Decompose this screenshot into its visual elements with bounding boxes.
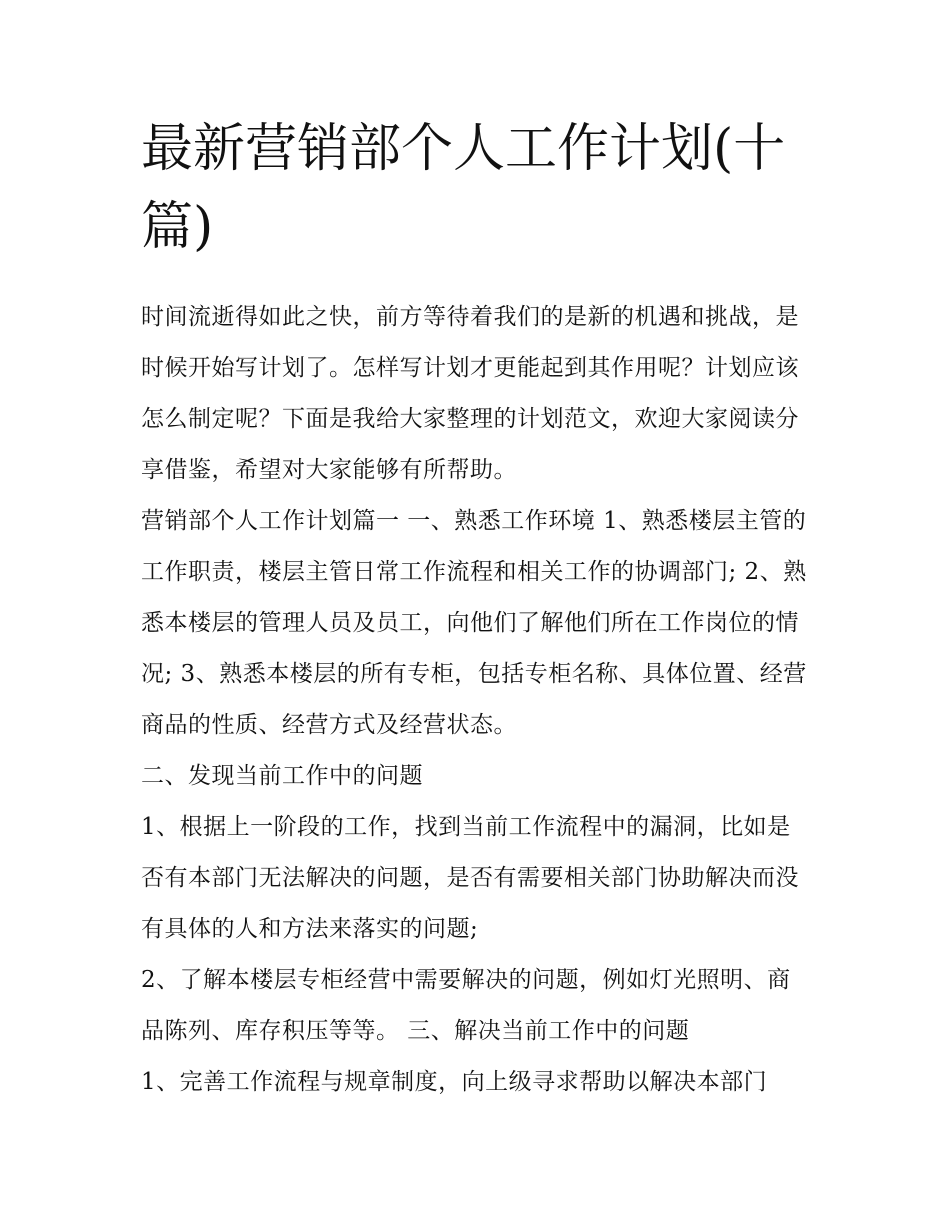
section-two-item-2: 2、了解本楼层专柜经营中需要解决的问题，例如灯光照明、商品陈列、库存积压等等。 三、解决当前工作中的问题 — [141, 967, 791, 1044]
section-three-item-1: 1、完善工作流程与规章制度，向上级寻求帮助以解决本部门 — [141, 1069, 768, 1095]
plan-section-one-paragraph: 营销部个人工作计划篇一 一、熟悉工作环境 1、熟悉楼层主管的工作职责，楼层主管日常工作流程和相关工作的协调部门; 2、熟悉本楼层的管理人员及员工，向他们了解他们所在工作岗位的情况; 3、熟悉本楼层的所有专柜，包括专柜名称、具体位置、经营商品的性质、经营方式及经营状态。 — [141, 508, 807, 738]
intro-paragraph: 时间流逝得如此之快，前方等待着我们的是新的机遇和挑战，是时候开始写计划了。怎样写计划才更能起到其作用呢？计划应该怎么制定呢？下面是我给大家整理的计划范文，欢迎大家阅读分享借鉴，希望对大家能够有所帮助。 — [141, 304, 799, 483]
section-two-item-1: 1、根据上一阶段的工作，找到当前工作流程中的漏洞，比如是否有本部门无法解决的问题，是否有需要相关部门协助解决而没有具体的人和方法来落实的问题; — [141, 814, 799, 942]
document-body — [141, 110, 813, 1108]
section-two-heading: 二、发现当前工作中的问题 — [141, 763, 423, 789]
page-title: 最新营销部个人工作计划(十篇) — [141, 119, 786, 257]
